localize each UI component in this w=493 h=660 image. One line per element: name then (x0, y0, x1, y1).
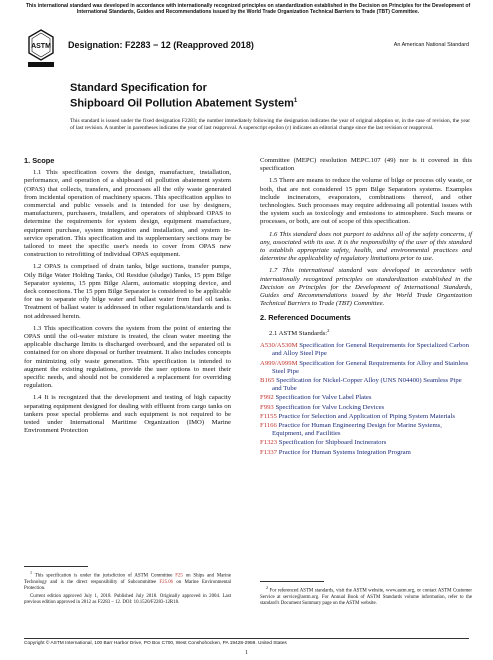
reference-number-link[interactable]: A999/A999M (260, 359, 298, 367)
paragraph-1-3: 1.3 This specification covers the system from the point of entering the OPAS until the oil-water mixture is treated, the clean water meeting the applicable discharge limits is discharged overboard, and the separated oil is contained for on shore disposal or further treatment. It also includes concepts for minimizing oily waste generation. This specification is intended to augment the existing regulations, provide the user options to meet their specific needs, and should not be considered a replacement for overriding regulation. (24, 324, 231, 390)
footnotes-left (24, 570, 231, 608)
reference-title: Specification for Valve Label Plates (275, 394, 372, 402)
issued-note: This standard is issued under the fixed designation F2283; the number immediately following the designation indicates the year of original adoption or, in the case of revision, the year of last revision. A number in parentheses indicates the year of last reapproval. A superscript epsilon (ε) indicates an editorial change since the last revision or reapproval. (70, 118, 470, 131)
scope-heading: 1. Scope (24, 156, 55, 165)
reference-number-link[interactable]: F1323 (260, 439, 278, 447)
reference-title: Specification for Valve Locking Devices (275, 403, 385, 411)
paragraph-1-4-continued: Committee (MEPC) resolution MEPC.107 (49) nor is it covered in this specification (260, 157, 472, 173)
reference-item[interactable] (260, 377, 472, 393)
reference-item[interactable] (260, 342, 472, 358)
reference-number-link[interactable]: A530/A530M (260, 342, 298, 350)
reference-number-link[interactable]: F1155 (260, 412, 277, 420)
footnotes-right (260, 585, 472, 609)
reference-title: Specification for Nickel-Copper Alloy (UNS N04400) Seamless Pipe and Tube (272, 376, 462, 393)
paragraph-1-1: 1.1 This specification covers the design, manufacture, installation, performance, and operation of a shipboard oil pollution abatement system (OPAS) that collects, transfers, and processes all the oily waste generated from incidental operation of machinery spaces. This specification applies to commercial and public vessels and is intended for use by designers, manufacturers, purchasers, installers, and operators of shipboard OPAS to determine the requirements for system design, equipment manufacture, equipment purchase, system integration and installation, and system in-service operation. This specification and its supplementary sections may be tailored to meet the specific user's needs to cover from OPAS new construction to retrofitting of individual OPAS equipment. (24, 169, 231, 259)
tbt-notice: This international standard was developed in accordance with internationally recognized principles on standardization established in the Decision on Principles for the Development of International Standards, Guides and Recommendations issued by the World Trade Organization Technical Barriers to Trade (TBT) Committee. (25, 3, 471, 16)
committee-link-f25[interactable]: F25 (175, 573, 183, 579)
reference-number-link[interactable]: F1337 (260, 448, 278, 456)
reference-title: Specification for Shipboard Incinerators (278, 439, 387, 447)
astm-standards-subheading: 2.1 ASTM Standards:$^2$ (269, 327, 330, 337)
reference-title: Specification for General Requirements for Specialized Carbon and Alloy Steel Pipe (272, 342, 469, 358)
reference-item[interactable] (260, 394, 472, 402)
reference-number-link[interactable]: B165 (260, 376, 275, 384)
designation: Designation: F2283 − 12 (Reapproved 2018) (68, 40, 254, 50)
page-number: 1 (245, 650, 248, 656)
document-title (70, 82, 400, 111)
reference-number-link[interactable]: F993 (260, 403, 274, 411)
reference-number-link[interactable]: F992 (260, 394, 274, 402)
right-column (260, 157, 472, 458)
astm-logo (27, 29, 55, 69)
paragraph-1-2: 1.2 OPAS is comprised of drain tanks, bilge suctions, transfer pumps, Oily Bilge Water Holding Tanks, Oil Residue (sludge) Tanks, 15 ppm Bilge Separator systems, 15 ppm Bilge Alarm, automatic stopping device, and deck connections. The 15 ppm Bilge Separator is considered to be applicable for use to separate oily bilge water and ballast water from fuel oil tanks. Treatment of ballast water is addressed in other regulations/standards and is not addressed herein. (24, 263, 231, 320)
reference-number-link[interactable]: F1166 (260, 421, 277, 429)
reference-title: Practice for Human Engineering Design for Marine Systems, Equipment, and Facilities (272, 421, 442, 438)
title-footnote-mark: 1 (293, 98, 298, 104)
footnote-edition: Current edition approved July 1, 2018. Published July 2018. Originally approved in 2004. Last previous edition approved in 2012 as F2283 – 12. DOI: 10.1520/F2283-12R18. (24, 593, 231, 605)
reference-item[interactable] (260, 360, 472, 376)
footnote-rule-right (260, 581, 324, 582)
paragraph-1-7: 1.7 This international standard was developed in accordance with internationally recognized principles on standardization established in the Decision on Principles for the Development of International Standards, Guides and Recommendations issued by the World Trade Organization Technical Barriers to Trade (TBT) Committee. (260, 267, 472, 308)
paragraph-1-6: 1.6 This standard does not purport to address all of the safety concerns, if any, associated with its use. It is the responsibility of the user of this standard to establish appropriate safety, health, and environmental practices and determine the applicability of regulatory limitations prior to use. (260, 230, 472, 263)
reference-item[interactable] (260, 449, 472, 457)
standard-type: An American National Standard (393, 42, 469, 48)
paragraph-1-5: 1.5 There are means to reduce the volume of bilge or process oily waste, or both, that are not considered 15 ppm Bilge Separators systems. Examples include incinerators, evaporators, combinations thereof, and other technologies. Such processes may require addressing all potential issues with the system such as toxicology and emissions to atmosphere. Such means or processes, or both, are out of scope of this specification. (260, 177, 472, 226)
reference-list (260, 342, 472, 457)
footnote-1: $^1$ This specification is under the jurisdiction of ASTM Committee F25 on Ships and Marine Technology and is the direct responsibility of Subcommittee F25.06 on Marine Environmental Protection. (24, 570, 231, 591)
copyright-line: Copyright © ASTM International, 100 Barr Harbor Drive, PO Box C700, West Conshohocken, PA 19428-2959. United States (24, 638, 469, 646)
title-line-2: Shipboard Oil Pollution Abatement System$^1$ (70, 97, 298, 110)
reference-item[interactable] (260, 413, 472, 421)
footnote-rule-left (24, 566, 88, 567)
references-heading: 2. Referenced Documents (260, 313, 351, 323)
reference-item[interactable] (260, 404, 472, 412)
left-column (24, 157, 231, 440)
reference-title: Practice for Selection and Application of Piping System Materials (278, 412, 455, 420)
svg-text:ASTM: ASTM (31, 43, 51, 50)
reference-title: Specification for General Requirements for Alloy and Stainless Steel Pipe (272, 359, 469, 375)
title-line-1: Standard Specification for (70, 82, 207, 94)
footnote-2: $^2$ For referenced ASTM standards, visit the ASTM website, www.astm.org, or contact ASTM Customer Service at service@astm.org. For Annual Book of ASTM Standards volume information, refer to the standard's Document Summary page on the ASTM website. (260, 585, 472, 606)
paragraph-1-4: 1.4 It is recognized that the development and testing of high capacity separating equipment designed for dealing with effluent from cargo tanks on tankers pose special problems and such equipment is not required to be tested under International Maritime Organization (IMO) Marine Environment Protection (24, 394, 231, 435)
reference-item[interactable] (260, 422, 472, 438)
references-footnote-mark: 2 (327, 327, 330, 333)
reference-item[interactable] (260, 439, 472, 447)
reference-title: Practice for Human Systems Integration Program (278, 448, 411, 456)
subcommittee-link-f25-06[interactable]: F25.06 (159, 579, 174, 585)
